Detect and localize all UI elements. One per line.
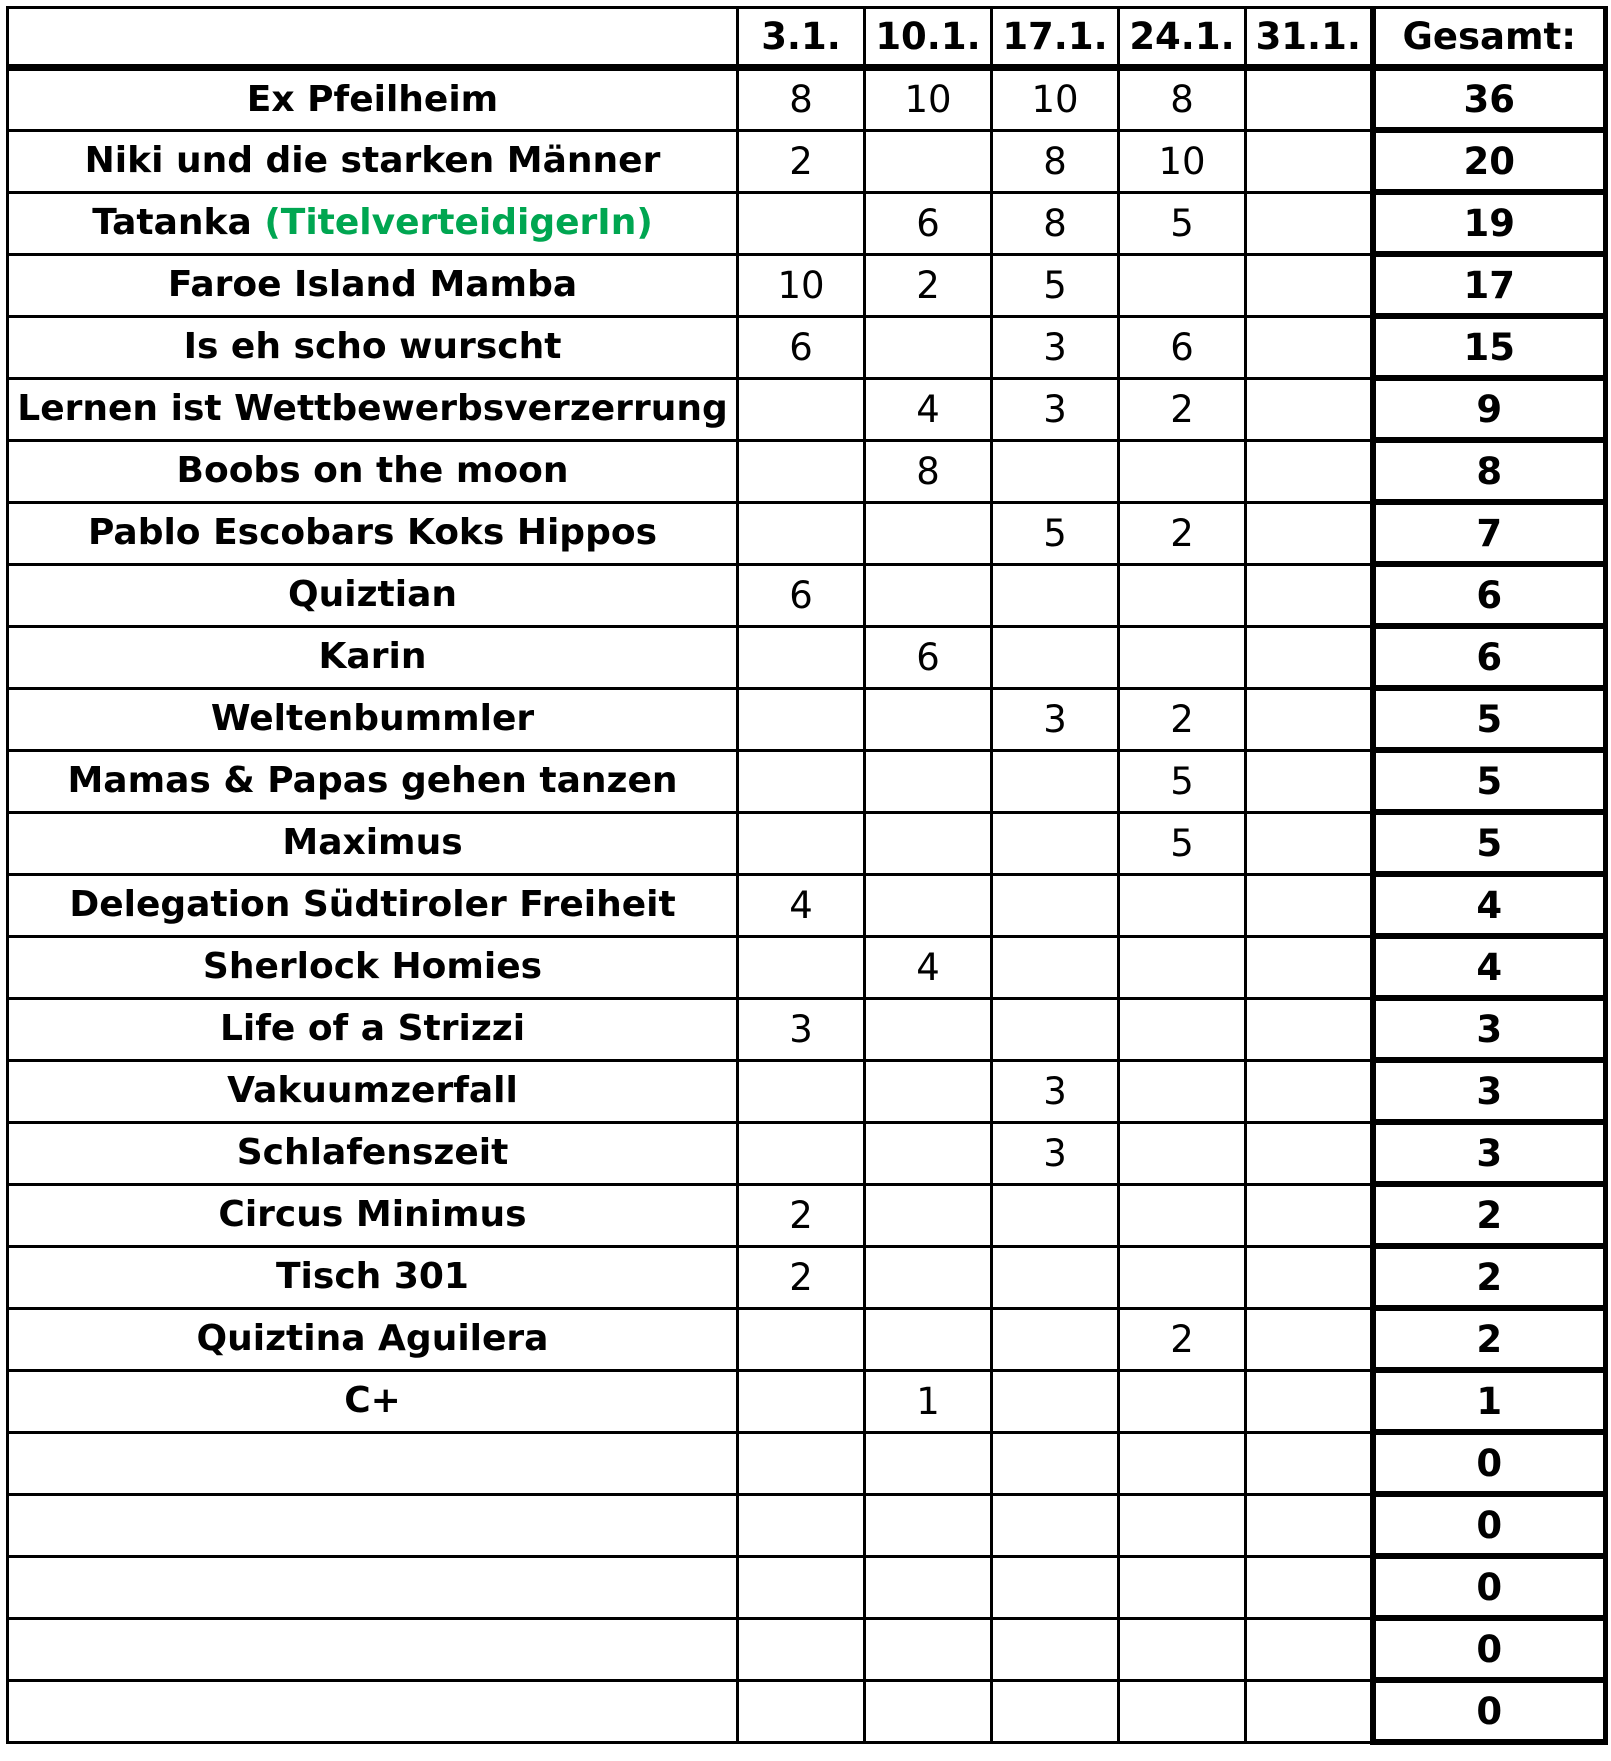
score-cell: 3 bbox=[992, 688, 1119, 750]
total-cell: 4 bbox=[1373, 936, 1606, 998]
total-cell: 0 bbox=[1373, 1494, 1606, 1556]
team-name-cell bbox=[8, 254, 738, 316]
table-row bbox=[8, 130, 1606, 192]
score-cell: 2 bbox=[1119, 688, 1246, 750]
score-cell: 5 bbox=[1119, 750, 1246, 812]
score-cell bbox=[1246, 1494, 1373, 1556]
score-cell bbox=[738, 502, 865, 564]
score-cell: 5 bbox=[1119, 812, 1246, 874]
score-cell bbox=[992, 564, 1119, 626]
total-cell: 5 bbox=[1373, 750, 1606, 812]
score-cell: 10 bbox=[1119, 130, 1246, 192]
team-name: Schlafenszeit bbox=[236, 1132, 509, 1173]
team-name: Life of a Strizzi bbox=[219, 1008, 526, 1049]
title-defender-note: (TitelverteidigerIn) bbox=[264, 202, 653, 243]
score-cell bbox=[738, 1308, 865, 1370]
score-cell: 6 bbox=[865, 626, 992, 688]
table-row bbox=[8, 254, 1606, 316]
score-cell bbox=[865, 750, 992, 812]
team-name-cell bbox=[8, 1370, 738, 1432]
score-cell: 2 bbox=[1119, 378, 1246, 440]
score-cell: 2 bbox=[738, 1246, 865, 1308]
team-name-cell bbox=[8, 1556, 738, 1618]
score-cell: 4 bbox=[738, 874, 865, 936]
score-cell: 8 bbox=[992, 192, 1119, 254]
score-cell: 8 bbox=[865, 440, 992, 502]
score-cell bbox=[1119, 1060, 1246, 1122]
team-name-cell bbox=[8, 68, 738, 131]
score-cell bbox=[1246, 378, 1373, 440]
score-cell bbox=[1119, 936, 1246, 998]
team-name-cell bbox=[8, 1060, 738, 1122]
total-column-header: Gesamt: bbox=[1373, 8, 1606, 68]
team-name: Mamas & Papas gehen tanzen bbox=[67, 760, 678, 801]
total-cell: 0 bbox=[1373, 1432, 1606, 1494]
score-cell bbox=[738, 1556, 865, 1618]
score-cell: 2 bbox=[1119, 502, 1246, 564]
team-name-cell bbox=[8, 440, 738, 502]
score-cell: 1 bbox=[865, 1370, 992, 1432]
score-cell: 6 bbox=[865, 192, 992, 254]
team-name-cell bbox=[8, 1494, 738, 1556]
score-table bbox=[6, 6, 1608, 1745]
score-cell bbox=[1119, 1680, 1246, 1742]
score-cell bbox=[992, 1618, 1119, 1680]
team-name-cell bbox=[8, 192, 738, 254]
score-cell bbox=[738, 626, 865, 688]
score-cell bbox=[865, 1060, 992, 1122]
score-cell bbox=[992, 874, 1119, 936]
team-column-header bbox=[8, 8, 738, 68]
date-column-header: 17.1. bbox=[992, 8, 1119, 68]
table-row bbox=[8, 502, 1606, 564]
team-name: C+ bbox=[344, 1380, 401, 1421]
score-cell bbox=[1246, 1370, 1373, 1432]
table-row bbox=[8, 1184, 1606, 1246]
score-cell bbox=[1246, 1122, 1373, 1184]
score-cell bbox=[1246, 750, 1373, 812]
score-cell bbox=[738, 688, 865, 750]
team-name-cell bbox=[8, 316, 738, 378]
score-cell bbox=[1119, 1184, 1246, 1246]
score-cell bbox=[865, 812, 992, 874]
score-cell: 10 bbox=[865, 68, 992, 131]
total-cell: 20 bbox=[1373, 130, 1606, 192]
table-row bbox=[8, 1618, 1606, 1680]
total-cell: 9 bbox=[1373, 378, 1606, 440]
score-cell: 6 bbox=[738, 316, 865, 378]
table-row bbox=[8, 1060, 1606, 1122]
score-cell: 10 bbox=[738, 254, 865, 316]
team-name: Maximus bbox=[282, 822, 463, 863]
score-cell bbox=[1119, 1556, 1246, 1618]
score-cell bbox=[1246, 936, 1373, 998]
score-cell bbox=[1246, 998, 1373, 1060]
score-cell bbox=[865, 130, 992, 192]
score-cell: 5 bbox=[992, 502, 1119, 564]
score-cell bbox=[1119, 1246, 1246, 1308]
score-cell bbox=[992, 1308, 1119, 1370]
score-cell: 5 bbox=[992, 254, 1119, 316]
table-row bbox=[8, 874, 1606, 936]
score-cell: 3 bbox=[738, 998, 865, 1060]
total-cell: 0 bbox=[1373, 1556, 1606, 1618]
table-row bbox=[8, 812, 1606, 874]
score-cell bbox=[738, 192, 865, 254]
score-cell bbox=[865, 1308, 992, 1370]
team-name-cell bbox=[8, 874, 738, 936]
score-cell: 2 bbox=[738, 1184, 865, 1246]
team-name: Weltenbummler bbox=[210, 698, 535, 739]
total-cell: 3 bbox=[1373, 1122, 1606, 1184]
total-cell: 6 bbox=[1373, 564, 1606, 626]
score-cell bbox=[865, 1556, 992, 1618]
team-name-cell bbox=[8, 688, 738, 750]
table-row bbox=[8, 1246, 1606, 1308]
table-row bbox=[8, 440, 1606, 502]
score-cell bbox=[1246, 502, 1373, 564]
score-cell bbox=[1246, 1246, 1373, 1308]
score-cell bbox=[992, 440, 1119, 502]
score-cell bbox=[1119, 874, 1246, 936]
score-cell bbox=[1246, 564, 1373, 626]
score-cell bbox=[738, 1680, 865, 1742]
header-row bbox=[8, 8, 1606, 68]
table-row bbox=[8, 1494, 1606, 1556]
team-name: Is eh scho wurscht bbox=[183, 326, 562, 367]
score-cell: 8 bbox=[1119, 68, 1246, 131]
team-name: Tatanka bbox=[92, 202, 252, 243]
score-cell bbox=[1246, 874, 1373, 936]
score-cell bbox=[1246, 1680, 1373, 1742]
score-cell bbox=[1246, 626, 1373, 688]
score-cell bbox=[992, 1370, 1119, 1432]
score-cell bbox=[992, 1494, 1119, 1556]
score-cell bbox=[865, 874, 992, 936]
score-cell bbox=[992, 1680, 1119, 1742]
table-row bbox=[8, 1122, 1606, 1184]
total-cell: 17 bbox=[1373, 254, 1606, 316]
score-cell bbox=[865, 1680, 992, 1742]
total-cell: 1 bbox=[1373, 1370, 1606, 1432]
team-name-cell bbox=[8, 130, 738, 192]
score-cell bbox=[865, 564, 992, 626]
table-row bbox=[8, 1308, 1606, 1370]
total-cell: 0 bbox=[1373, 1618, 1606, 1680]
score-cell bbox=[992, 1556, 1119, 1618]
total-cell: 15 bbox=[1373, 316, 1606, 378]
score-cell: 2 bbox=[865, 254, 992, 316]
score-cell: 2 bbox=[1119, 1308, 1246, 1370]
total-cell: 5 bbox=[1373, 812, 1606, 874]
score-cell: 6 bbox=[738, 564, 865, 626]
team-name-cell bbox=[8, 812, 738, 874]
total-cell: 3 bbox=[1373, 1060, 1606, 1122]
team-name: Karin bbox=[318, 636, 427, 677]
team-name: Quiztian bbox=[288, 574, 457, 615]
team-name-cell bbox=[8, 1680, 738, 1742]
total-cell: 4 bbox=[1373, 874, 1606, 936]
score-cell bbox=[1246, 1618, 1373, 1680]
score-cell bbox=[1246, 1432, 1373, 1494]
team-name: Tisch 301 bbox=[276, 1256, 469, 1297]
score-cell: 3 bbox=[992, 378, 1119, 440]
score-cell bbox=[1119, 440, 1246, 502]
score-cell bbox=[992, 1432, 1119, 1494]
total-cell: 2 bbox=[1373, 1308, 1606, 1370]
team-name-cell bbox=[8, 502, 738, 564]
team-name: Faroe Island Mamba bbox=[167, 264, 578, 305]
team-name-cell bbox=[8, 936, 738, 998]
score-cell: 6 bbox=[1119, 316, 1246, 378]
date-column-header: 24.1. bbox=[1119, 8, 1246, 68]
table-row bbox=[8, 1680, 1606, 1742]
score-cell bbox=[1246, 1184, 1373, 1246]
score-cell bbox=[738, 1432, 865, 1494]
score-cell bbox=[1119, 564, 1246, 626]
score-cell bbox=[992, 1246, 1119, 1308]
score-cell bbox=[1119, 626, 1246, 688]
table-row bbox=[8, 626, 1606, 688]
total-cell: 6 bbox=[1373, 626, 1606, 688]
score-cell: 10 bbox=[992, 68, 1119, 131]
score-cell bbox=[1246, 1556, 1373, 1618]
team-name-cell bbox=[8, 750, 738, 812]
score-cell bbox=[865, 502, 992, 564]
date-column-header: 31.1. bbox=[1246, 8, 1373, 68]
total-cell: 5 bbox=[1373, 688, 1606, 750]
score-cell bbox=[1246, 130, 1373, 192]
team-name: Sherlock Homies bbox=[202, 946, 543, 987]
score-cell bbox=[1119, 1432, 1246, 1494]
score-cell bbox=[738, 812, 865, 874]
team-name: Delegation Südtiroler Freiheit bbox=[69, 884, 676, 925]
table-row bbox=[8, 316, 1606, 378]
total-cell: 7 bbox=[1373, 502, 1606, 564]
team-name-cell bbox=[8, 1618, 738, 1680]
team-name-cell bbox=[8, 378, 738, 440]
table-row bbox=[8, 564, 1606, 626]
team-name-cell bbox=[8, 1122, 738, 1184]
score-cell bbox=[992, 812, 1119, 874]
score-cell bbox=[1246, 440, 1373, 502]
score-cell: 5 bbox=[1119, 192, 1246, 254]
table-row bbox=[8, 688, 1606, 750]
score-cell bbox=[865, 316, 992, 378]
team-name-cell bbox=[8, 564, 738, 626]
score-cell bbox=[865, 688, 992, 750]
score-cell bbox=[1246, 1060, 1373, 1122]
score-cell: 4 bbox=[865, 936, 992, 998]
score-cell: 8 bbox=[992, 130, 1119, 192]
score-cell bbox=[1246, 254, 1373, 316]
table-row bbox=[8, 378, 1606, 440]
total-cell: 0 bbox=[1373, 1680, 1606, 1742]
score-cell bbox=[865, 998, 992, 1060]
score-cell bbox=[992, 750, 1119, 812]
score-cell bbox=[1246, 1308, 1373, 1370]
score-cell bbox=[738, 750, 865, 812]
score-cell bbox=[1119, 1618, 1246, 1680]
table-row bbox=[8, 936, 1606, 998]
score-cell bbox=[865, 1246, 992, 1308]
score-cell bbox=[738, 936, 865, 998]
score-cell bbox=[865, 1432, 992, 1494]
team-name-cell bbox=[8, 626, 738, 688]
table-row bbox=[8, 1556, 1606, 1618]
score-cell bbox=[738, 1494, 865, 1556]
table-row bbox=[8, 68, 1606, 131]
score-cell bbox=[738, 1122, 865, 1184]
table-row bbox=[8, 750, 1606, 812]
score-cell bbox=[865, 1494, 992, 1556]
team-name: Niki und die starken Männer bbox=[84, 140, 661, 181]
total-cell: 2 bbox=[1373, 1184, 1606, 1246]
score-cell: 2 bbox=[738, 130, 865, 192]
score-cell bbox=[738, 378, 865, 440]
score-table-body bbox=[8, 68, 1606, 1743]
team-name: Pablo Escobars Koks Hippos bbox=[87, 512, 658, 553]
team-name: Ex Pfeilheim bbox=[246, 78, 499, 120]
table-row bbox=[8, 998, 1606, 1060]
score-cell bbox=[1119, 1122, 1246, 1184]
total-cell: 19 bbox=[1373, 192, 1606, 254]
table-row bbox=[8, 192, 1606, 254]
score-cell bbox=[738, 1060, 865, 1122]
score-cell bbox=[992, 1184, 1119, 1246]
table-row bbox=[8, 1432, 1606, 1494]
score-cell: 3 bbox=[992, 1122, 1119, 1184]
score-cell bbox=[992, 936, 1119, 998]
team-name-cell bbox=[8, 998, 738, 1060]
team-name-cell bbox=[8, 1184, 738, 1246]
score-cell bbox=[738, 1618, 865, 1680]
score-cell bbox=[1246, 812, 1373, 874]
total-cell: 36 bbox=[1373, 68, 1606, 131]
score-cell bbox=[992, 626, 1119, 688]
score-cell bbox=[1119, 254, 1246, 316]
score-cell bbox=[1246, 68, 1373, 131]
table-row bbox=[8, 1370, 1606, 1432]
score-cell: 4 bbox=[865, 378, 992, 440]
team-name: Vakuumzerfall bbox=[227, 1070, 518, 1111]
team-name-cell bbox=[8, 1308, 738, 1370]
score-cell bbox=[1119, 1494, 1246, 1556]
total-cell: 8 bbox=[1373, 440, 1606, 502]
score-cell bbox=[865, 1618, 992, 1680]
score-cell bbox=[992, 998, 1119, 1060]
score-cell bbox=[865, 1184, 992, 1246]
score-cell bbox=[1119, 998, 1246, 1060]
total-cell: 3 bbox=[1373, 998, 1606, 1060]
score-cell: 3 bbox=[992, 316, 1119, 378]
score-cell bbox=[1246, 316, 1373, 378]
team-name-cell bbox=[8, 1246, 738, 1308]
date-column-header: 10.1. bbox=[865, 8, 992, 68]
score-cell: 8 bbox=[738, 68, 865, 131]
team-name: Quiztina Aguilera bbox=[196, 1318, 549, 1359]
team-name: Circus Minimus bbox=[218, 1194, 527, 1235]
team-name-cell bbox=[8, 1432, 738, 1494]
date-column-header: 3.1. bbox=[738, 8, 865, 68]
score-cell bbox=[738, 440, 865, 502]
score-cell bbox=[1119, 1370, 1246, 1432]
score-cell bbox=[1246, 192, 1373, 254]
team-name: Boobs on the moon bbox=[176, 450, 569, 491]
score-cell bbox=[738, 1370, 865, 1432]
score-cell bbox=[1246, 688, 1373, 750]
score-cell: 3 bbox=[992, 1060, 1119, 1122]
score-cell bbox=[865, 1122, 992, 1184]
total-cell: 2 bbox=[1373, 1246, 1606, 1308]
team-name: Lernen ist Wettbewerbsverzerrung bbox=[17, 388, 728, 429]
